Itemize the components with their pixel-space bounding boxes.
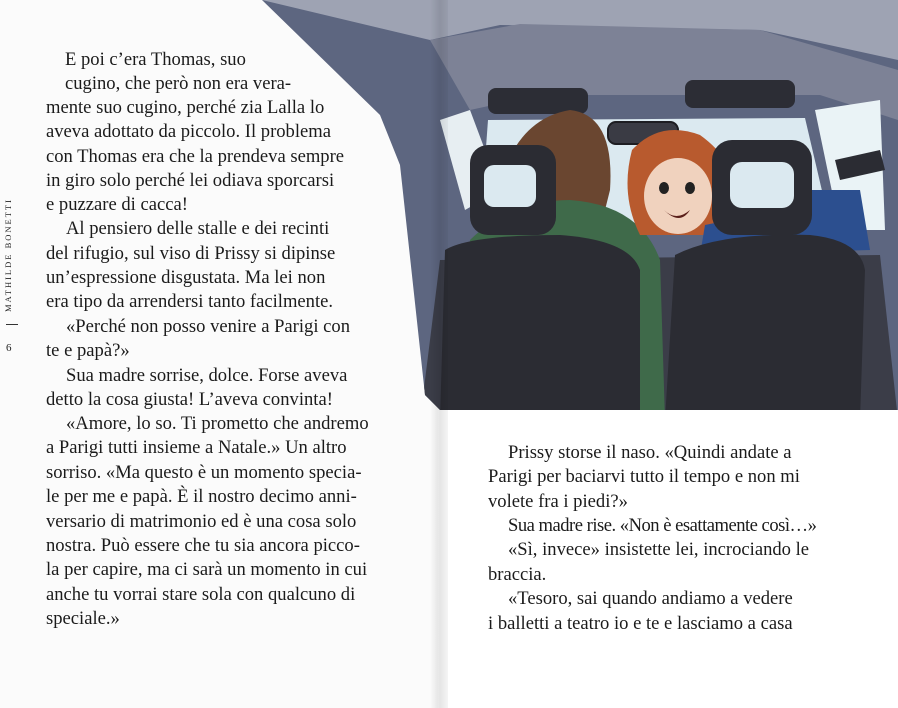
sun-visor-right — [685, 80, 795, 108]
book-gutter — [430, 0, 448, 708]
text-line: i balletti a teatro io e te e lasciamo a casa — [488, 613, 793, 634]
mother-face — [644, 158, 712, 234]
text-line: «Amore, lo so. Ti prometto che andremo — [66, 413, 369, 434]
text-line: a Parigi tutti insieme a Natale.» Un altro — [46, 437, 347, 458]
text-line: «Tesoro, sai quando andiamo a vedere — [508, 588, 793, 609]
text-line: «Perché non posso venire a Parigi con — [66, 316, 350, 337]
text-line: e puzzare di cacca! — [46, 194, 188, 215]
text-line: Sua madre rise. «Non è esattamente così…» — [508, 515, 817, 536]
text-line: speciale.» — [46, 608, 120, 629]
text-line: anche tu vorrai stare sola con qualcuno di — [46, 584, 356, 605]
text-line: versario di matrimonio ed è una cosa solo — [46, 511, 357, 532]
text-line: Al pensiero delle stalle e dei recinti — [66, 218, 330, 239]
text-line: con Thomas era che la prendeva sempre — [46, 146, 345, 167]
text-line: «Sì, invece» insistette lei, incrociando le — [508, 539, 810, 560]
text-line: te e papà?» — [46, 340, 130, 361]
text-line: la per capire, ma ci sarà un momento in cui — [46, 559, 368, 580]
text-line: Sua madre sorrise, dolce. Forse aveva — [66, 365, 348, 386]
text-line: in giro solo perché lei odiava sporcarsi — [46, 170, 335, 191]
text-line: era tipo da arrendersi tanto facilmente. — [46, 291, 334, 312]
text-line: braccia. — [488, 564, 547, 585]
author-name: MATHILDE BONETTI — [3, 198, 13, 312]
text-line: E poi c’era Thomas, suo — [65, 49, 246, 70]
sun-visor-left — [488, 88, 588, 114]
driver-seat — [440, 235, 640, 420]
text-line: Prissy storse il naso. «Quindi andate a — [508, 442, 792, 463]
text-line: sorriso. «Ma questo è un momento specia- — [46, 462, 362, 483]
text-line: mente suo cugino, perché zia Lalla lo — [46, 97, 325, 118]
text-line: Parigi per baciarvi tutto il tempo e non mi — [488, 466, 800, 487]
text-line: volete fra i piedi?» — [488, 491, 628, 512]
text-line: cugino, che però non era vera- — [65, 73, 292, 94]
text-line: le per me e papà. È il nostro decimo anni- — [46, 486, 357, 507]
page-number: 6 — [6, 342, 12, 354]
passenger-seat — [665, 235, 865, 420]
text-line: detto la cosa giusta! L’aveva convinta! — [46, 389, 333, 410]
text-line: un’espressione disgustata. Ma lei non — [46, 267, 326, 288]
text-line: nostra. Può essere che tu sia ancora picco- — [46, 535, 360, 556]
text-line: del rifugio, sul viso di Prissy si dipinse — [46, 243, 336, 264]
text-line: aveva adottato da piccolo. Il problema — [46, 121, 331, 142]
